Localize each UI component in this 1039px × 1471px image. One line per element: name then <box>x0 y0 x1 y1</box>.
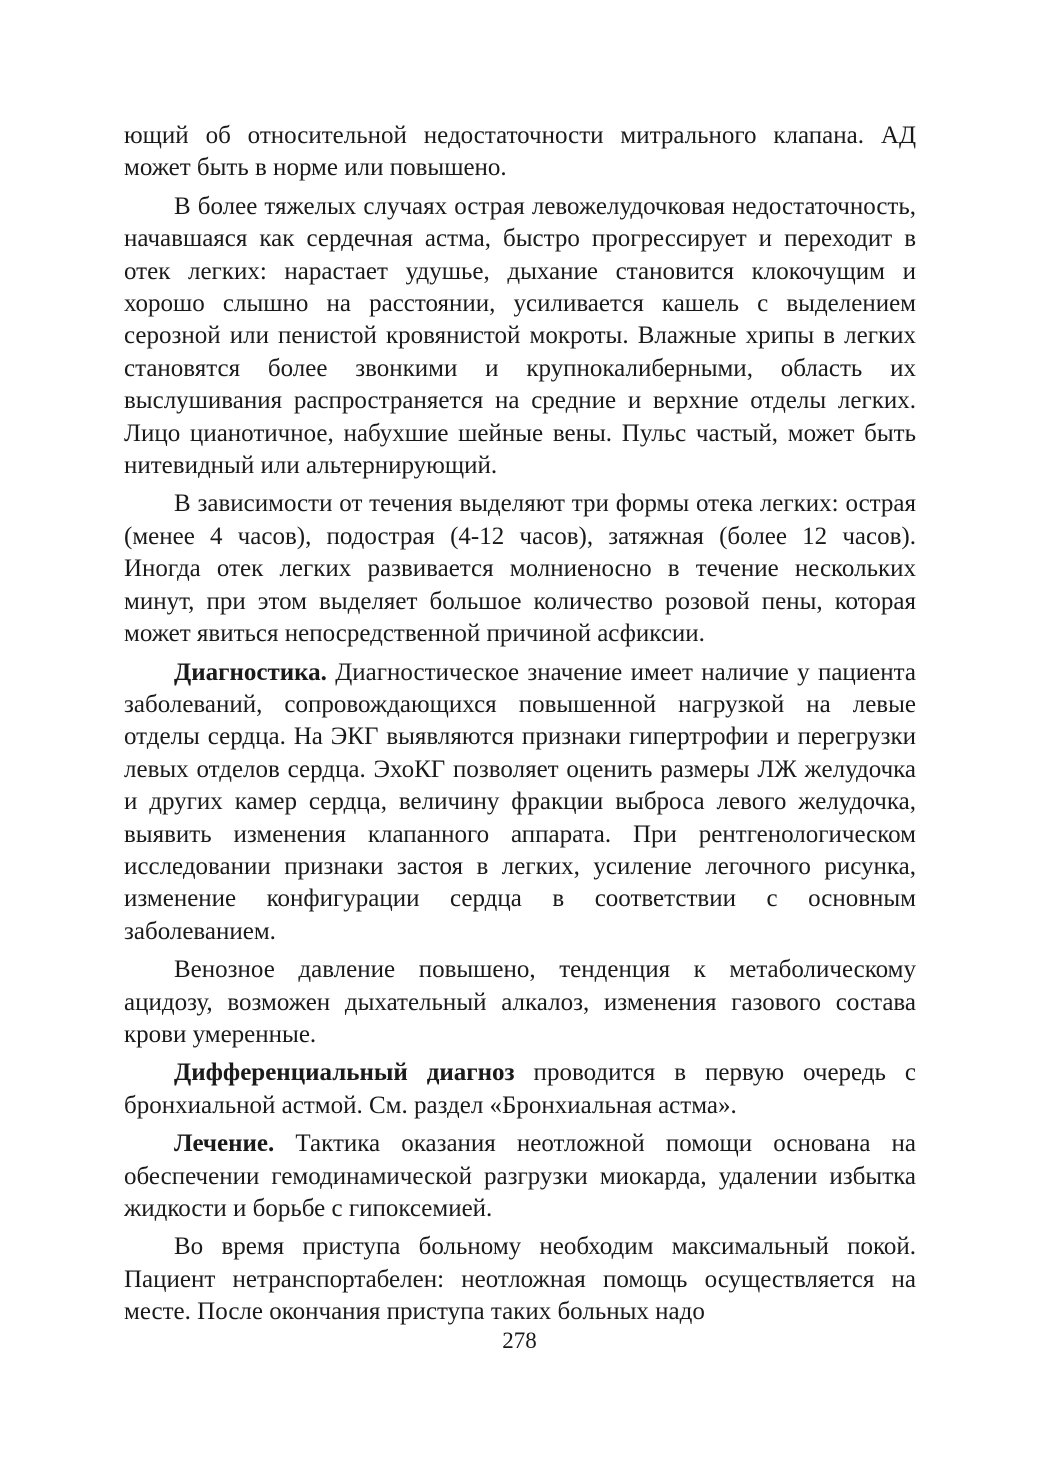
paragraph-text: Тактика оказания неотложной помощи основана на обеспечении гемодинамической разгрузки миокарда, удалении избытка жидкости и борьбе с гипоксемией. <box>124 1130 916 1222</box>
paragraph-text: ющий об относительной недостаточности митрального клапана. АД может быть в норме или повышено. <box>124 122 916 182</box>
paragraph-text: проводится в первую очередь с бронхиальной астмой. См. раздел «Бронхиальная астма». <box>124 1059 916 1119</box>
paragraph-venous-pressure <box>124 954 916 1051</box>
paragraph-continuation <box>124 120 916 185</box>
paragraph-lead: Диагностика. <box>174 658 327 686</box>
paragraph-text: Во время приступа больному необходим максимальный покой. Пациент нетранспортабелен: неотложная помощь осуществляется на месте. После окончания приступа таких больных надо <box>124 1233 916 1326</box>
page-body <box>124 120 916 1329</box>
paragraph-differential-diagnosis <box>124 1057 916 1122</box>
paragraph-text: В более тяжелых случаях острая левожелудочковая недостаточность, начавшаяся как сердечная астма, быстро прогрессирует и переходит в отек легких: нарастает удушье, дыхание становится клокочущим и хорошо слышно на расстоянии, усиливается кашель с выделением серозной или пенистой кровянистой мокроты. Влажные хрипы в легких становятся более звонкими и крупнокалиберными, область их выслушивания распространяется на средние и верхние отделы легких. Лицо цианотичное, набухшие шейные вены. Пульс частый, может быть нитевидный или альтернирующий. <box>124 192 916 480</box>
paragraph-treatment <box>124 1128 916 1225</box>
page-number: 278 <box>502 1328 537 1353</box>
paragraph-pulmonary-edema <box>124 191 916 483</box>
paragraph-lead: Дифференциальный диагноз <box>174 1059 515 1087</box>
paragraph-diagnostics <box>124 657 916 949</box>
paragraph-text: В зависимости от течения выделяют три формы отека легких: острая (менее 4 часов), подострая (4-12 часов), затяжная (более 12 часов). Иногда отек легких развивается молниеносно в течение нескольких минут, при этом выделяет большое количество розовой пены, которая может явиться непосредственной причиной асфиксии. <box>124 490 916 648</box>
paragraph-text: Венозное давление повышено, тенденция к метаболическому ацидозу, возможен дыхательный алкалоз, изменения газового состава крови умеренные. <box>124 956 916 1048</box>
paragraph-attack-care <box>124 1231 916 1328</box>
paragraph-lead: Лечение. <box>174 1130 275 1158</box>
paragraph-edema-forms <box>124 488 916 650</box>
paragraph-text: Диагностическое значение имеет наличие у пациента заболеваний, сопровождающихся повышенной нагрузкой на левые отделы сердца. На ЭКГ выявляются признаки гипертрофии и перегрузки левых отделов сердца. ЭхоКГ позволяет оценить размеры ЛЖ желудочка и других камер сердца, величину фракции выброса левого желудочка, выявить изменения клапанного аппарата. При рентгенологическом исследовании признаки застоя в легких, усиление легочного рисунка, изменение конфигурации сердца в соответствии с основным заболеванием. <box>124 658 916 945</box>
